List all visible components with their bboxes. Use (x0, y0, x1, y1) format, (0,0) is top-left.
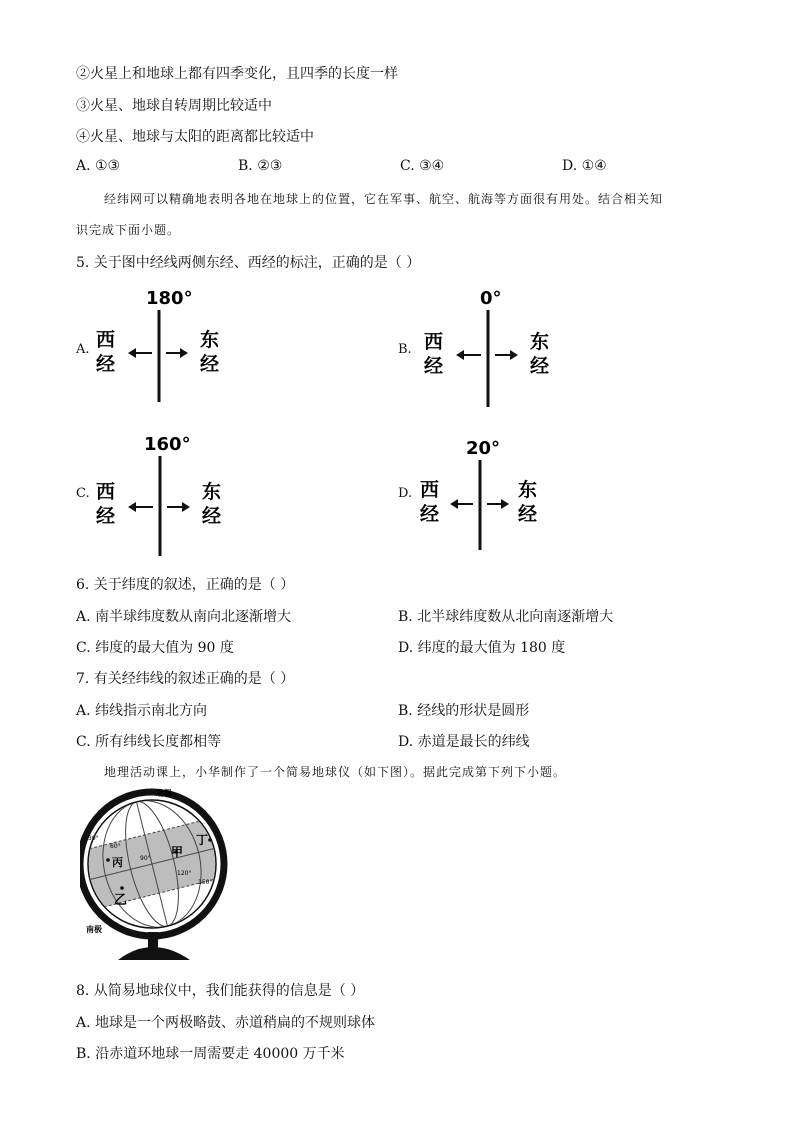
degree-label: 120° (177, 870, 192, 877)
q5-option-b-label: B. (398, 342, 412, 357)
north-pole-label: 北极 (156, 789, 172, 798)
q7-option-b: B. 经线的形状是圆形 (398, 703, 530, 719)
meridian-figure-b (420, 282, 570, 412)
meridian-figure-d (418, 432, 558, 554)
right-arrow-icon (167, 502, 190, 512)
q6-question: 6. 关于纬度的叙述，正确的是（ ） (76, 577, 295, 593)
right-arrow-icon (166, 348, 188, 358)
west-label-char: 西 (96, 481, 116, 503)
q6-option-b: B. 北半球纬度数从北向南逐渐增大 (398, 609, 614, 625)
q5-question: 5. 关于图中经线两侧东经、西经的标注，正确的是（ ） (76, 255, 421, 271)
q5-option-d-label: D. (398, 486, 413, 501)
point-jia-label: 甲 (171, 845, 184, 859)
point-yi-marker (120, 886, 124, 890)
statement-4: ④火星、地球与太阳的距离都比较适中 (76, 129, 314, 145)
point-bing-label: 丙 (112, 856, 123, 869)
degree-label: 90° (140, 855, 151, 862)
meridian-degree: 180° (146, 288, 193, 309)
point-ding-marker (208, 838, 212, 842)
west-label-char: 经 (424, 355, 444, 377)
q6-option-a: A. 南半球纬度数从南向北逐渐增大 (76, 609, 292, 625)
intro-paragraph-2: 地理活动课上，小华制作了一个简易地球仪（如下图）。据此完成第下列下小题。 (104, 765, 567, 779)
east-label-char: 东 (202, 481, 222, 503)
east-label-char: 经 (518, 503, 538, 525)
q4-option-c: C. ③④ (400, 158, 445, 174)
left-arrow-icon (456, 350, 481, 360)
left-arrow-icon (128, 502, 153, 512)
q5-option-c-label: C. (76, 486, 90, 501)
point-yi-label: 乙 (114, 893, 128, 908)
q6-option-d: D. 纬度的最大值为 180 度 (398, 640, 566, 656)
east-label-char: 经 (200, 353, 220, 375)
west-label-char: 经 (96, 353, 116, 375)
q8-option-a: A. 地球是一个两极略鼓、赤道稍扁的不规则球体 (76, 1015, 376, 1031)
east-label-char: 东 (200, 329, 220, 351)
q8-option-b: B. 沿赤道环地球一周需要走 40000 万千米 (76, 1046, 345, 1062)
west-label-char: 西 (420, 479, 440, 501)
west-label-char: 经 (420, 503, 440, 525)
q6-option-c: C. 纬度的最大值为 90 度 (76, 640, 234, 656)
east-label-char: 东 (518, 479, 538, 501)
q7-option-c: C. 所有纬线长度都相等 (76, 734, 222, 750)
q7-option-a: A. 纬线指示南北方向 (76, 703, 208, 719)
west-label-char: 西 (96, 329, 116, 351)
intro-paragraph-line-2: 识完成下面小题。 (76, 223, 181, 237)
right-arrow-icon (487, 499, 509, 509)
west-label-char: 西 (424, 331, 444, 353)
intro-paragraph-line-1: 经纬网可以精确地表明各地在地球上的位置，它在军事、航空、航海等方面很有用处。结合相关知 (104, 192, 664, 206)
right-arrow-icon (495, 350, 518, 360)
q4-option-a: A. ①③ (76, 158, 121, 174)
statement-3: ③火星、地球自转周期比较适中 (76, 98, 272, 114)
left-arrow-icon (128, 348, 152, 358)
left-arrow-icon (450, 499, 473, 509)
degree-label: 30° (88, 835, 99, 842)
q5-option-a-label: A. (76, 342, 90, 357)
meridian-degree: 160° (144, 434, 191, 455)
east-label-char: 经 (202, 505, 222, 527)
degree-label: 60° (110, 843, 121, 850)
statement-2: ②火星上和地球上都有四季变化，且四季的长度一样 (76, 66, 398, 82)
q8-question: 8. 从简易地球仪中，我们能获得的信息是（ ） (76, 983, 365, 999)
meridian-degree: 20° (466, 438, 501, 459)
q7-question: 7. 有关经纬线的叙述正确的是（ ） (76, 671, 295, 687)
east-label-char: 经 (530, 355, 550, 377)
point-ding-label: 丁 (196, 833, 209, 847)
meridian-degree: 0° (480, 288, 502, 309)
q4-option-b: B. ②③ (238, 158, 283, 174)
globe-figure (80, 784, 240, 970)
q4-option-d: D. ①④ (562, 158, 607, 174)
meridian-figure-c (92, 428, 242, 558)
east-label-char: 东 (530, 331, 550, 353)
south-pole-label: 南极 (86, 925, 102, 934)
point-bing-marker (106, 858, 110, 862)
degree-label: 150° (198, 879, 213, 886)
q7-option-d: D. 赤道是最长的纬线 (398, 734, 530, 750)
west-label-char: 经 (96, 505, 116, 527)
meridian-figure-a (92, 282, 242, 407)
